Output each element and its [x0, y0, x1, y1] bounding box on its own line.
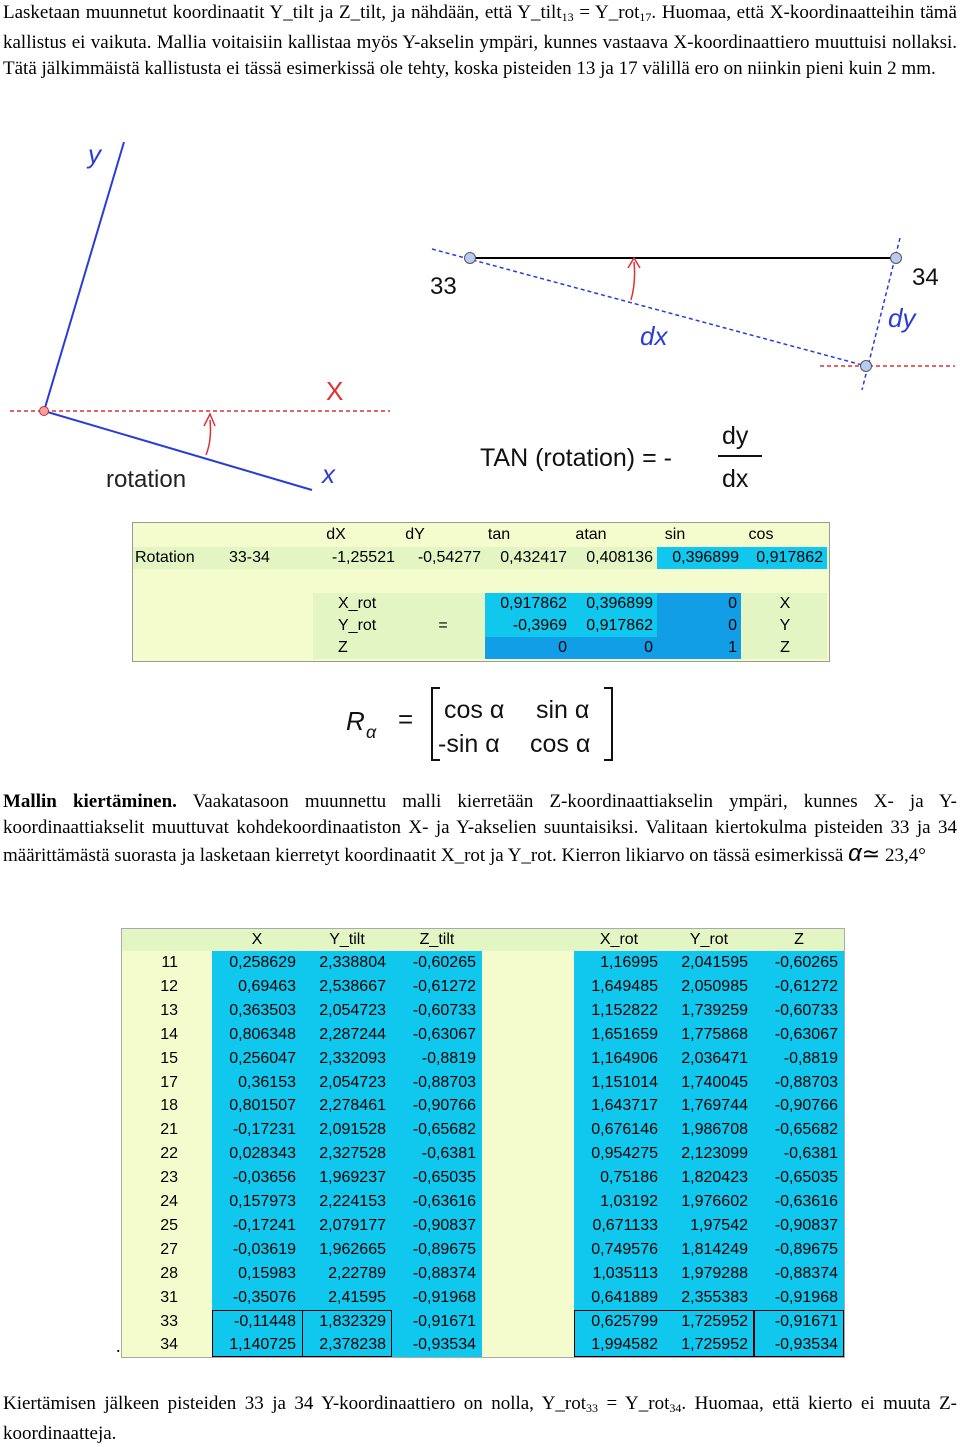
table-cell: 0,806348 [229, 1025, 296, 1043]
rotation-diagram [0, 130, 960, 510]
table-cell: -0,60265 [774, 954, 838, 971]
table-cell: -0,65682 [412, 1121, 476, 1139]
intro-text-1: Lasketaan muunnetut koordinaatit Y_tilt ja Z_tilt, ja nähdään, että Y_tilt [3, 2, 562, 23]
t1-matrix-c-2: 1 [728, 639, 737, 656]
matrix-r2c2: cos α [530, 730, 591, 758]
stray-dot: . [116, 1336, 121, 1356]
section-value: 23,4° [880, 845, 926, 866]
intro-text-3: . Huomaa, että X-koordinaatteihin tämä kallistus ei vaikuta. Mallia voitaisiin kallistaa myös Y-akselin ympäri, kunnes vastaava X-koordinaattiero muuttuisi nollaksi. Tätä jälkimmäistä kallistusta ei tässä esimerkissä ole tehty, koska pisteiden 13 ja 17 välillä ero on niinkin pieni kuin 2 mm. [3, 2, 957, 79]
table-cell: 1,651659 [591, 1025, 658, 1043]
column-header: X [251, 931, 263, 948]
point-id-cell: 34 [160, 1336, 178, 1354]
table-cell: 1,725952 [681, 1336, 748, 1354]
column-header: Z_tilt [419, 931, 455, 948]
table-cell: 1,035113 [592, 1264, 658, 1282]
column-header [482, 929, 574, 951]
point-id-cell: 31 [160, 1288, 178, 1306]
y-axis-label: y [88, 139, 101, 169]
table-cell: -0,65035 [774, 1169, 838, 1187]
alpha-symbol: α [848, 840, 862, 867]
right-bracket [604, 688, 612, 760]
table-cell: 2,036471 [681, 1049, 748, 1067]
t1-header-dy: dY [405, 526, 425, 543]
table-cell: 1,140725 [229, 1336, 296, 1354]
table-cell: 1,725952 [681, 1312, 748, 1330]
t1-matrix-b-1: 0,917862 [586, 617, 653, 634]
outro-text-2: = Y_rot [598, 1393, 670, 1414]
table-cell: 1,164906 [591, 1049, 658, 1067]
t1-matrix-c-0: 0 [728, 595, 737, 612]
table-cell: 1,16995 [600, 954, 658, 971]
column-header: Y_tilt [329, 931, 365, 948]
table-row [122, 999, 844, 1023]
table-cell: -0,11448 [234, 1312, 296, 1330]
t1-matrix-label-z: Z [338, 639, 348, 656]
table-cell: 0,258629 [229, 954, 296, 971]
table-cell: 2,338804 [319, 954, 386, 971]
approx-symbol: ≃ [861, 841, 881, 866]
table-row [122, 951, 844, 975]
table-row [122, 1262, 844, 1286]
table-cell: -0,60733 [412, 1001, 476, 1019]
intro-sub-2: 17 [639, 10, 652, 24]
table-cell: 1,97542 [690, 1216, 748, 1234]
point-34-rotated [861, 361, 872, 372]
point-id-cell: 33 [160, 1312, 178, 1330]
X-label: X [326, 376, 344, 406]
table-cell: -0,03619 [232, 1240, 296, 1258]
t1-header-dx: dX [326, 526, 346, 543]
point-id-cell: 15 [160, 1049, 178, 1067]
point-id-cell: 24 [160, 1193, 178, 1210]
t1-matrix-axis-0: X [779, 595, 791, 612]
table-cell: 1,649485 [591, 977, 658, 995]
t1-header-tan: tan [487, 526, 511, 543]
point-34 [891, 253, 902, 264]
outro-text-1: Kiertämisen jälkeen pisteiden 33 ja 34 Y-koordinaattiero on nolla, Y_rot [3, 1393, 587, 1414]
table-cell: -0,90837 [412, 1216, 476, 1234]
table-cell: 2,355383 [681, 1288, 748, 1306]
intro-paragraph [3, 0, 957, 82]
table-cell: -0,88374 [774, 1264, 838, 1282]
table-cell: -0,17241 [232, 1216, 296, 1234]
table-cell: 1,151014 [591, 1073, 658, 1091]
table-cell: -0,35076 [232, 1288, 296, 1306]
table-cell: 1,739259 [681, 1001, 748, 1019]
formula-left: TAN (rotation) = - [480, 444, 672, 472]
point-id-cell: 27 [160, 1240, 178, 1258]
column-header: Z [794, 931, 804, 948]
t1-matrix-eq: = [438, 617, 448, 634]
matrix-lhs: R [346, 706, 365, 736]
dy-label: dy [888, 303, 916, 333]
point-33 [465, 253, 476, 264]
matrix-eq: = [398, 704, 414, 734]
table-cell: -0,91671 [774, 1312, 838, 1330]
outro-text-3: . Huomaa, että kierto ei muuta Z-koordinaatteja. [3, 1393, 957, 1444]
table-cell: 0,954275 [591, 1145, 658, 1163]
t1-header-atan: atan [575, 526, 607, 543]
table-cell: 1,740045 [681, 1073, 748, 1091]
point-id-cell: 12 [160, 977, 178, 995]
t1-val-dx: -1,25521 [331, 549, 395, 566]
highlight-box [754, 1310, 844, 1358]
rotation-table [132, 522, 830, 662]
t1-matrix-b-2: 0 [644, 639, 653, 656]
t1-val-cos: 0,917862 [743, 547, 827, 569]
table-cell: 2,22789 [328, 1264, 386, 1282]
point-id-cell: 23 [160, 1169, 178, 1187]
table-cell: -0,91968 [412, 1288, 476, 1306]
table-row [122, 975, 844, 999]
point-id-cell: 14 [160, 1025, 178, 1043]
table-cell: -0,61272 [412, 977, 476, 995]
outro-paragraph [3, 1391, 957, 1447]
highlight-box [302, 1310, 392, 1358]
t1-row-label: Rotation [135, 549, 195, 566]
table-cell: 2,41595 [328, 1288, 386, 1306]
column-header: Y_rot [689, 931, 729, 948]
table-row [122, 1214, 844, 1238]
t1-matrix-label-xrot: X_rot [338, 595, 377, 612]
table-row [122, 1166, 844, 1190]
outro-sub-2: 34 [669, 1401, 682, 1415]
intro-text-2: = Y_rot [573, 2, 640, 23]
coordinates-table [121, 928, 845, 1358]
t1-val-tan: 0,432417 [500, 549, 567, 566]
table-cell: 0,676146 [591, 1121, 658, 1139]
point-id-cell: 17 [160, 1073, 178, 1091]
table-row [122, 1023, 844, 1047]
table-cell: 0,69463 [238, 977, 296, 995]
table-cell: 0,671133 [592, 1216, 658, 1234]
section-title: Mallin kiertäminen. [3, 791, 177, 812]
table-cell: 0,363503 [229, 1001, 296, 1019]
point-34-label: 34 [912, 264, 939, 291]
table-cell: -0,8819 [783, 1049, 838, 1067]
table-cell: -0,90837 [774, 1216, 838, 1234]
table-cell: 1,994582 [591, 1336, 658, 1354]
table-cell: -0,60733 [774, 1001, 838, 1019]
t1-matrix-axis-2: Z [780, 639, 790, 656]
table-cell: -0,65035 [412, 1169, 476, 1187]
table-cell: 1,643717 [591, 1097, 658, 1115]
table-cell: -0,6381 [421, 1145, 476, 1163]
table-cell: 1,775868 [681, 1025, 748, 1043]
rotation-arrow [206, 420, 211, 455]
table-cell: 0,256047 [229, 1049, 296, 1067]
table-cell: -0,88374 [412, 1264, 476, 1282]
table-row [122, 1286, 844, 1310]
table-cell: 2,538667 [319, 977, 386, 995]
point-id-cell: 25 [160, 1216, 178, 1234]
t1-matrix-label-yrot: Y_rot [338, 617, 377, 634]
table-cell: -0,88703 [412, 1073, 476, 1091]
table-cell: -0,93534 [412, 1336, 476, 1354]
table-cell: 0,15983 [238, 1264, 296, 1282]
table-cell: 2,041595 [681, 954, 748, 971]
rotation-arrowhead [204, 414, 215, 426]
table-cell: 0,157973 [229, 1193, 296, 1210]
t1-header-cos: cos [748, 526, 774, 543]
t1-val-sin: 0,396899 [657, 547, 743, 569]
t1-matrix-axis-1: Y [779, 617, 791, 634]
table-cell: 2,278461 [319, 1097, 386, 1115]
intro-sub-1: 13 [561, 10, 574, 24]
table-cell: 1,814249 [681, 1240, 748, 1258]
table-cell: 0,625799 [591, 1312, 658, 1330]
point-id-cell: 28 [160, 1264, 178, 1282]
point-id-cell: 18 [160, 1097, 178, 1115]
table-cell: 1,986708 [681, 1121, 748, 1139]
matrix-r1c1: cos α [444, 696, 505, 724]
table-row [122, 1071, 844, 1095]
t1-header-sin: sin [664, 526, 686, 543]
table-cell: 0,028343 [229, 1145, 296, 1163]
highlight-box [574, 1310, 754, 1358]
table-cell: -0,63067 [774, 1025, 838, 1043]
t1-val-atan: 0,408136 [586, 549, 653, 566]
table-cell: -0,88703 [774, 1073, 838, 1091]
x-axis-label: x [322, 459, 335, 489]
table-cell: 1,976602 [681, 1193, 748, 1210]
column-header: X_rot [599, 931, 639, 948]
table-cell: 0,749576 [591, 1240, 658, 1258]
table-cell: -0,91968 [774, 1288, 838, 1306]
dx-label: dx [640, 321, 668, 351]
table-cell: 1,03192 [600, 1193, 658, 1210]
t1-matrix-a-1: -0,3969 [512, 617, 567, 634]
table-cell: 2,123099 [681, 1145, 748, 1163]
table-cell: -0,93534 [774, 1336, 838, 1354]
t1-matrix-a-2: 0 [558, 639, 567, 656]
section-paragraph [3, 789, 957, 869]
table-cell: 1,769744 [681, 1097, 748, 1115]
table-cell: 0,75186 [600, 1169, 658, 1187]
table-cell: 2,054723 [319, 1001, 386, 1019]
table-cell: -0,17231 [232, 1121, 296, 1139]
table-row [122, 1142, 844, 1166]
table-row [122, 1238, 844, 1262]
table-cell: -0,63616 [412, 1193, 476, 1210]
t1-matrix-a-0: 0,917862 [500, 595, 567, 612]
table-cell: 2,224153 [319, 1193, 386, 1210]
table-cell: 1,979288 [681, 1264, 748, 1282]
table-cell: 2,091528 [319, 1121, 386, 1139]
table-cell: -0,89675 [412, 1240, 476, 1258]
table-cell: -0,65682 [774, 1121, 838, 1139]
table-cell: 2,079177 [319, 1216, 386, 1234]
table-cell: 1,820423 [681, 1169, 748, 1187]
t1-row-id: 33-34 [229, 549, 270, 566]
table-cell: -0,89675 [774, 1240, 838, 1258]
matrix-lhs-sub: α [366, 722, 377, 742]
point-id-cell: 13 [160, 1001, 178, 1019]
table-row [122, 1047, 844, 1071]
table-cell: -0,60265 [412, 954, 476, 971]
table-cell: 0,36153 [238, 1073, 296, 1091]
table-cell: 1,152822 [591, 1001, 658, 1019]
table-cell: -0,90766 [774, 1097, 838, 1115]
table-cell: 1,969237 [319, 1169, 386, 1187]
table-cell: 2,054723 [319, 1073, 386, 1091]
rotation-matrix-formula [330, 680, 630, 770]
table-cell: 2,378238 [319, 1336, 386, 1354]
table-cell: -0,63067 [412, 1025, 476, 1043]
table-cell: 1,962665 [319, 1240, 386, 1258]
table-cell: -0,91671 [412, 1312, 476, 1330]
t1-matrix-b-0: 0,396899 [586, 595, 653, 612]
dx-arrow [631, 262, 635, 300]
table-row [122, 1094, 844, 1118]
table-cell: 1,832329 [319, 1312, 386, 1330]
section-text: Vaakatasoon muunnettu malli kierretään Z-koordinaattiakselin ympäri, kunnes X- ja Y-koordinaattiakselit muuttuvat kohdekoordinaatiston X- ja Y-akselien suuntaisiksi. Valitaan kiertokulma pisteiden 33 ja 34 määrittämästä suorasta ja lasketaan kierretyt koordinaatit X_rot ja Y_rot. Kierron likiarvo on tässä esimerkissä [3, 791, 957, 866]
point-33-label: 33 [430, 273, 457, 300]
table-cell: 2,287244 [319, 1025, 386, 1043]
table-cell: 2,327528 [319, 1145, 386, 1163]
table-row [122, 1190, 844, 1214]
table-cell: 0,641889 [591, 1288, 658, 1306]
table-cell: 0,801507 [229, 1097, 296, 1115]
table-cell: 2,332093 [319, 1049, 386, 1067]
table-cell: -0,6381 [783, 1145, 838, 1163]
column-header [122, 929, 184, 951]
table-cell: -0,90766 [412, 1097, 476, 1115]
table-cell: -0,63616 [774, 1193, 838, 1210]
rotation-label: rotation [106, 466, 187, 493]
table-cell: -0,61272 [774, 977, 838, 995]
formula-denominator: dx [722, 465, 749, 493]
y-axis-line [44, 142, 124, 411]
table-header-row [122, 929, 844, 953]
t1-val-dy: -0,54277 [417, 549, 481, 566]
table-cell: -0,8819 [421, 1049, 476, 1067]
table-row [122, 1118, 844, 1142]
origin-point [40, 407, 49, 416]
matrix-r2c1: -sin α [438, 730, 500, 758]
point-id-cell: 22 [160, 1145, 178, 1163]
table-cell: -0,03656 [232, 1169, 296, 1187]
outro-sub-1: 33 [586, 1401, 599, 1415]
formula-numerator: dy [722, 422, 749, 450]
matrix-r1c2: sin α [536, 696, 590, 724]
t1-matrix-c-1: 0 [728, 617, 737, 634]
table-cell: 2,050985 [681, 977, 748, 995]
point-id-cell: 11 [161, 954, 178, 971]
point-id-cell: 21 [160, 1121, 178, 1139]
